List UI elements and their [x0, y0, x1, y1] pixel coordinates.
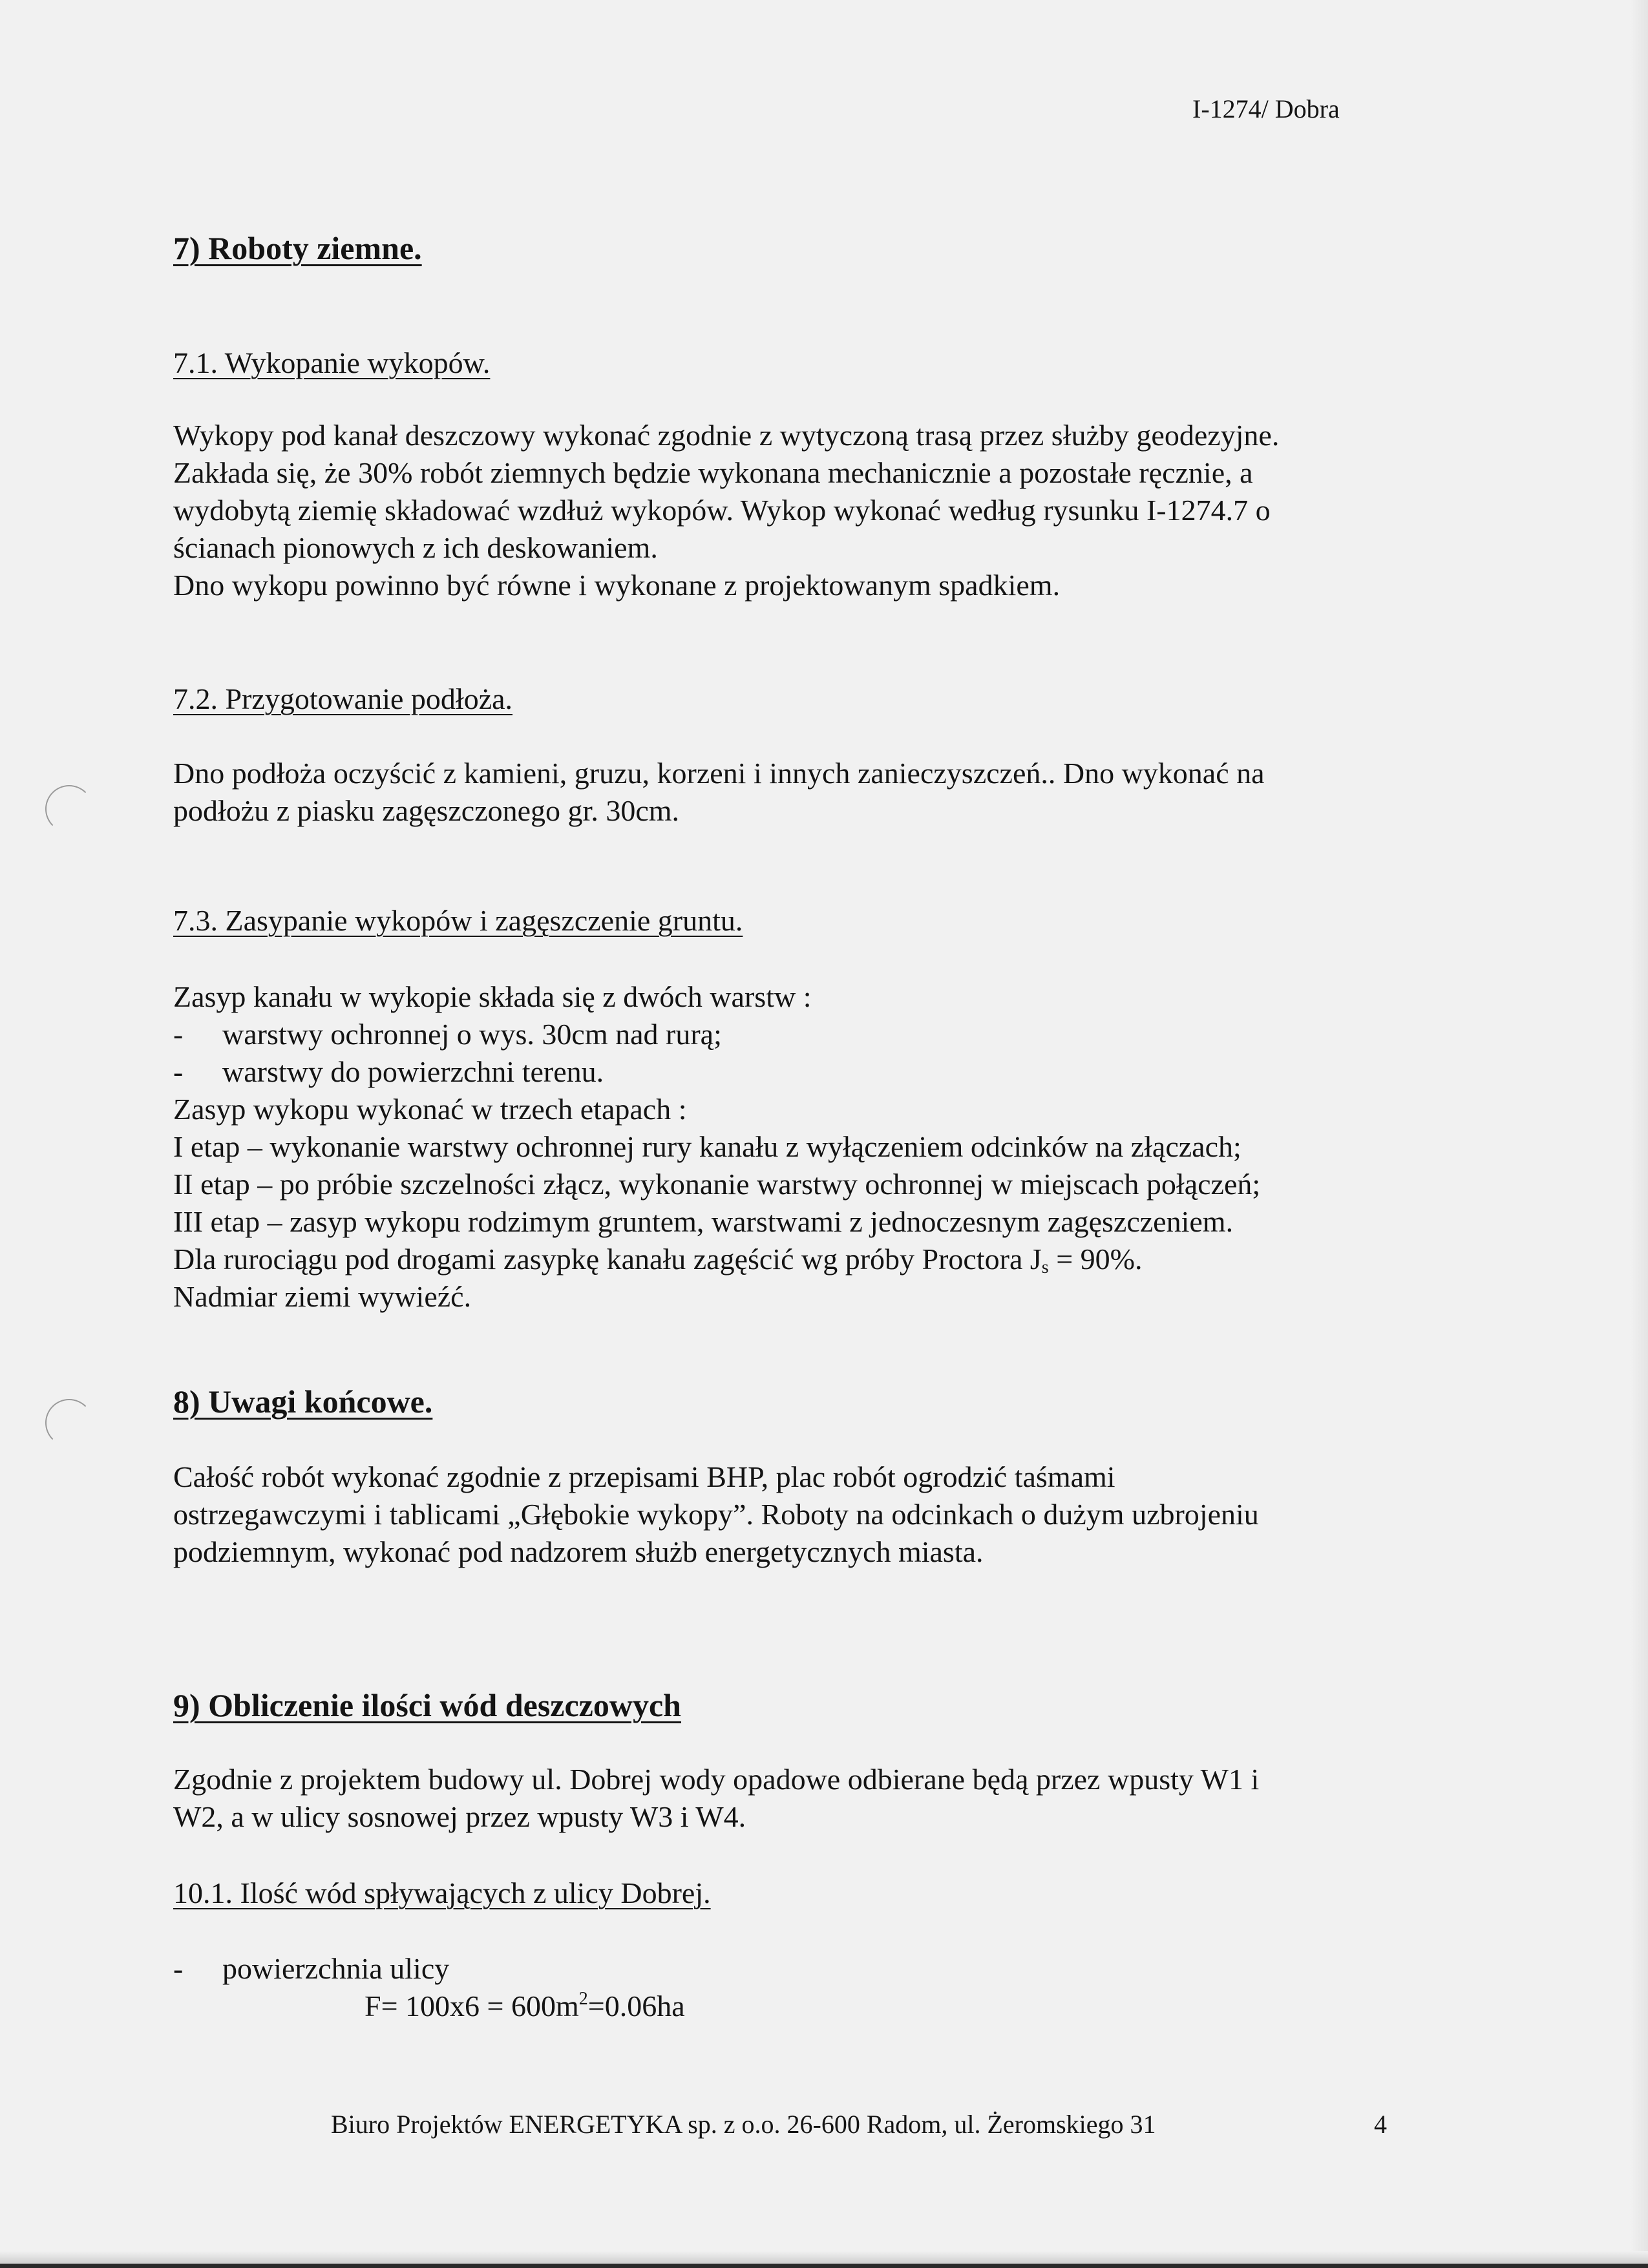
paragraph-line: podłożu z piasku zagęszczonego gr. 30cm. [173, 794, 680, 827]
section-8-title: 8) Uwagi końcowe. [173, 1383, 433, 1420]
punch-hole-mark [45, 785, 93, 833]
list-dash: - [173, 1055, 184, 1088]
paragraph-line: wydobytą ziemię składować wzdłuż wykopów. Wykop wykonać według rysunku I-1274.7 o [173, 494, 1271, 527]
proctor-text: Dla rurociągu pod drogami zasypkę kanału zagęścić wg próby Proctora J [173, 1243, 1042, 1276]
paragraph-line: Zgodnie z projektem budowy ul. Dobrej wody opadowe odbierane będą przez wpusty W1 i [173, 1763, 1260, 1796]
paragraph-line: Całość robót wykonać zgodnie z przepisami BHP, plac robót ogrodzić taśmami [173, 1460, 1115, 1493]
section-8-body [173, 1458, 1362, 1571]
list-item [173, 1950, 1362, 1988]
paragraph-line: Nadmiar ziemi wywieźć. [173, 1280, 472, 1313]
paragraph-line: Dno podłoża oczyścić z kamieni, gruzu, korzeni i innych zanieczyszczeń.. Dno wykonać na [173, 757, 1265, 790]
formula-suffix: =0.06ha [587, 1990, 685, 2022]
subsection-7-1-body [173, 417, 1362, 604]
paragraph-line: Zasyp kanału w wykopie składa się z dwóch warstw : [173, 980, 812, 1013]
paragraph-line: ścianach pionowych z ich deskowaniem. [173, 531, 658, 564]
footer-company: Biuro Projektów ENERGETYKA sp. z o.o. 26-600 Radom, ul. Żeromskiego 31 [331, 2110, 1156, 2139]
paragraph-line: W2, a w ulicy sosnowej przez wpusty W3 i W4. [173, 1800, 746, 1833]
subsection-7-3-title: 7.3. Zasypanie wykopów i zagęszczenie gruntu. [173, 904, 743, 937]
page-edge-shadow [1630, 0, 1648, 2268]
list-dash: - [173, 1018, 184, 1051]
proctor-line [173, 1241, 1362, 1278]
list-dash: - [173, 1952, 184, 1985]
paragraph-line: III etap – zasyp wykopu rodzimym gruntem, warstwami z jednoczesnym zagęszczeniem. [173, 1205, 1234, 1238]
list-item [173, 1016, 1362, 1053]
subsection-7-3-body [173, 978, 1362, 1316]
list-item-text: warstwy do powierzchni terenu. [222, 1055, 604, 1088]
subsection-10-1-body [173, 1950, 1362, 2025]
scan-bottom-edge [0, 2251, 1648, 2268]
proctor-value: = 90%. [1048, 1243, 1143, 1276]
section-9-title: 9) Obliczenie ilości wód deszczowych [173, 1687, 681, 1723]
section-7-title: 7) Roboty ziemne. [173, 230, 422, 266]
punch-hole-mark [45, 1399, 93, 1447]
subsection-7-2-title: 7.2. Przygotowanie podłoża. [173, 682, 513, 715]
paragraph-line: II etap – po próbie szczelności złącz, wykonanie warstwy ochronnej w miejscach połączeń; [173, 1168, 1261, 1201]
paragraph-line: podziemnym, wykonać pod nadzorem służb energetycznych miasta. [173, 1535, 984, 1568]
formula-prefix: F= 100x6 = 600m [364, 1990, 579, 2022]
paragraph-line: I etap – wykonanie warstwy ochronnej rury kanału z wyłączeniem odcinków na złączach; [173, 1130, 1241, 1163]
subsection-7-1-title: 7.1. Wykopanie wykopów. [173, 346, 491, 379]
document-reference: I-1274/ Dobra [1192, 94, 1340, 123]
area-formula [173, 1988, 1362, 2025]
list-item-text: powierzchnia ulicy [222, 1952, 450, 1985]
paragraph-line: ostrzegawczymi i tablicami „Głębokie wykopy”. Roboty na odcinkach o dużym uzbrojeniu [173, 1498, 1259, 1531]
section-9-body [173, 1761, 1362, 1836]
paragraph-line: Zasyp wykopu wykonać w trzech etapach : [173, 1093, 687, 1126]
list-item [173, 1053, 1362, 1091]
list-item-text: warstwy ochronnej o wys. 30cm nad rurą; [222, 1018, 722, 1051]
formula-superscript: 2 [578, 1989, 588, 2009]
paragraph-line: Wykopy pod kanał deszczowy wykonać zgodnie z wytyczoną trasą przez służby geodezyjne. [173, 419, 1280, 452]
paragraph-line: Zakłada się, że 30% robót ziemnych będzie wykonana mechanicznie a pozostałe ręcznie, a [173, 456, 1253, 489]
proctor-subscript: s [1041, 1257, 1049, 1277]
page-number: 4 [1374, 2110, 1387, 2139]
subsection-10-1-title: 10.1. Ilość wód spływających z ulicy Dobrej. [173, 1876, 711, 1909]
subsection-7-2-body [173, 755, 1362, 830]
paragraph-line: Dno wykopu powinno być równe i wykonane z projektowanym spadkiem. [173, 569, 1061, 602]
